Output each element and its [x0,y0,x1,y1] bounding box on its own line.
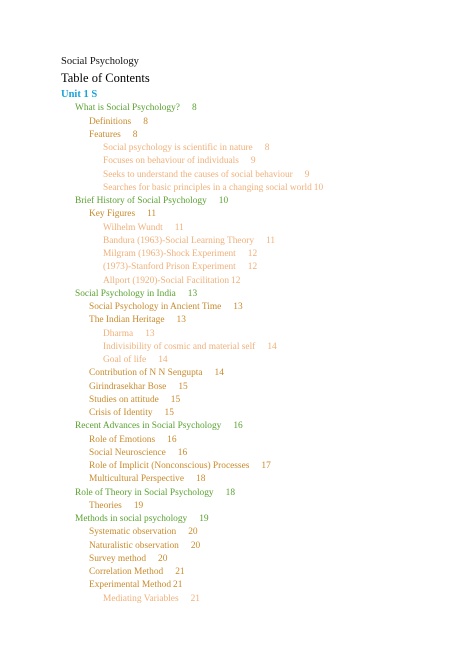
toc-entry-page-number: 21 [175,567,185,577]
toc-entry[interactable] [75,288,197,300]
toc-entry[interactable] [103,593,200,605]
toc-entry-label: Focuses on behaviour of individuals [103,156,239,167]
toc-entry-page-number: 19 [133,500,144,511]
toc-entry[interactable] [89,579,182,591]
toc-entry-label: Dharma [103,328,134,339]
toc-entry-label: Role of Emotions [89,434,156,445]
toc-entry-label: Survey method [89,553,147,564]
toc-entry[interactable] [89,500,143,512]
toc-entry-label: Searches for basic principles in a changing social world [103,182,312,193]
toc-entry[interactable] [89,447,187,459]
toc-entry-page-number: 9 [304,169,310,180]
toc-entry-page-number: 12 [231,275,241,286]
toc-entry[interactable] [75,420,243,432]
toc-entry[interactable] [75,195,228,207]
toc-entry-label: Role of Theory in Social Psychology [75,487,214,498]
toc-entry-page-number: 15 [178,381,188,392]
toc-entry[interactable] [103,275,240,287]
toc-entry-label: Unit 1 S [61,89,98,100]
toc-entry-label: Contribution of N N Sengupta [89,368,203,379]
toc-entry[interactable] [103,341,277,353]
toc-entry-page-number: 8 [143,116,148,127]
toc-entry-page-number: 18 [225,487,235,498]
toc-entry-label: Social Psychology in Ancient Time [89,302,222,312]
toc-entry-label: Methods in social psychology [75,514,188,524]
toc-entry-label: Crisis of Identity [89,408,153,418]
toc-entry-label: Multicultural Perspective [89,474,185,485]
toc-entry-label: Experimental Method [89,580,172,591]
toc-entry[interactable] [75,513,209,525]
toc-entry-label: Correlation Method [89,567,164,577]
toc-entry[interactable] [89,208,156,220]
toc-entry-page-number: 8 [264,143,270,153]
toc-entry[interactable] [89,314,186,326]
toc-entry-page-number: 8 [191,103,197,114]
toc-entry[interactable] [89,460,271,472]
toc-entry[interactable] [103,328,155,340]
toc-entry-label: Social Neuroscience [89,447,166,458]
toc-entry[interactable] [89,473,205,485]
toc-entry-page-number: 13 [176,315,186,326]
toc-entry-label: Brief History of Social Psychology [75,196,207,206]
toc-entry[interactable] [89,301,243,313]
toc-entry[interactable] [89,434,177,446]
toc-entry-page-number: 20 [188,527,198,538]
toc-entry[interactable] [89,407,174,419]
toc-entry-label: Social psychology is scientific in nature [103,143,253,153]
toc-entry-page-number: 12 [247,249,258,259]
toc-entry[interactable] [103,261,257,273]
toc-entry-page-number: 14 [214,368,224,379]
toc-entry-page-number: 20 [158,553,168,564]
toc-entry-page-number: 21 [173,580,183,591]
toc-entry[interactable] [89,116,148,128]
toc-entry-page-number: 14 [158,355,168,365]
toc-entry[interactable] [89,553,167,565]
document-title: Social Psychology [61,56,139,67]
toc-entry-label: Milgram (1963)-Shock Experiment [103,249,236,259]
toc-entry-label: Role of Implicit (Nonconscious) Processes [89,461,250,471]
toc-entry-page-number: 16 [233,421,243,432]
toc-entry-page-number: 13 [187,288,198,299]
toc-entry[interactable] [103,182,323,194]
toc-entry[interactable] [103,155,256,167]
toc-entry-label: Theories [89,500,122,511]
toc-entry-page-number: 21 [190,593,200,604]
toc-entry[interactable] [103,169,309,181]
toc-entry[interactable] [103,235,275,247]
toc-entry[interactable] [89,381,188,393]
toc-entry-page-number: 10 [313,182,324,193]
toc-entry[interactable] [103,354,168,366]
toc-entry[interactable] [75,102,197,114]
toc-entry-label: Social Psychology in India [75,288,176,299]
toc-entry-label: Key Figures [89,209,136,220]
toc-entry[interactable] [103,142,269,154]
toc-entry-page-number: 18 [196,474,206,485]
toc-entry-page-number: 14 [267,341,277,352]
toc-entry-label: The Indian Heritage [89,315,165,326]
toc-entry-label: Features [89,129,121,140]
toc-entry-page-number: 13 [145,328,155,339]
toc-entry-label: Allport (1920)-Social Facilitation [103,275,230,286]
toc-entry-label: Seeks to understand the causes of social behaviour [103,169,293,180]
toc-entry[interactable] [89,367,224,379]
toc-entry-page-number: 13 [233,302,243,312]
toc-entry[interactable] [103,222,184,234]
toc-entry-page-number: 8 [132,129,138,140]
toc-entry-page-number: 17 [261,461,271,471]
toc-entry[interactable] [89,540,200,552]
toc-entry-page-number: 20 [190,540,201,551]
toc-entry[interactable] [89,526,198,538]
toc-entry-label: Bandura (1963)-Social Learning Theory [103,235,255,246]
toc-entry-page-number: 11 [174,222,184,233]
toc-entry-page-number: 12 [247,262,258,273]
toc-entry-page-number: 10 [218,196,229,206]
toc-entry-label: Naturalistic observation [89,540,179,551]
toc-entry-label: Studies on attitude [89,394,159,405]
toc-entry[interactable] [89,566,185,578]
toc-entry-page-number: 15 [170,394,181,405]
toc-entry-page-number: 15 [164,408,174,418]
toc-entry-label: Indivisibility of cosmic and material self [103,341,256,352]
toc-entry-page-number: 11 [266,235,276,246]
toc-entry[interactable] [89,129,137,141]
toc-entry-label: (1973)-Stanford Prison Experiment [103,262,236,273]
toc-entry-label: What is Social Psychology? [75,103,180,114]
toc-entry-label: Goal of life [103,355,147,365]
toc-entry[interactable] [61,89,97,101]
toc-entry-page-number: 19 [199,514,209,524]
toc-entry[interactable] [103,248,257,260]
toc-entry[interactable] [75,487,235,499]
toc-entry-label: Wilhelm Wundt [103,222,163,233]
toc-entry-page-number: 16 [177,447,188,458]
toc-entry[interactable] [89,394,180,406]
toc-entry-label: Systematic observation [89,527,177,538]
toc-heading: Table of Contents [61,71,150,85]
toc-entry-label: Recent Advances in Social Psychology [75,421,222,432]
toc-entry-label: Mediating Variables [103,593,179,604]
toc-entry-label: Girindrasekhar Bose [89,381,167,392]
toc-entry-page-number: 9 [250,156,256,167]
toc-entry-label: Definitions [89,116,132,127]
toc-entry-page-number: 11 [147,209,157,220]
toc-entry-page-number: 16 [167,434,177,445]
